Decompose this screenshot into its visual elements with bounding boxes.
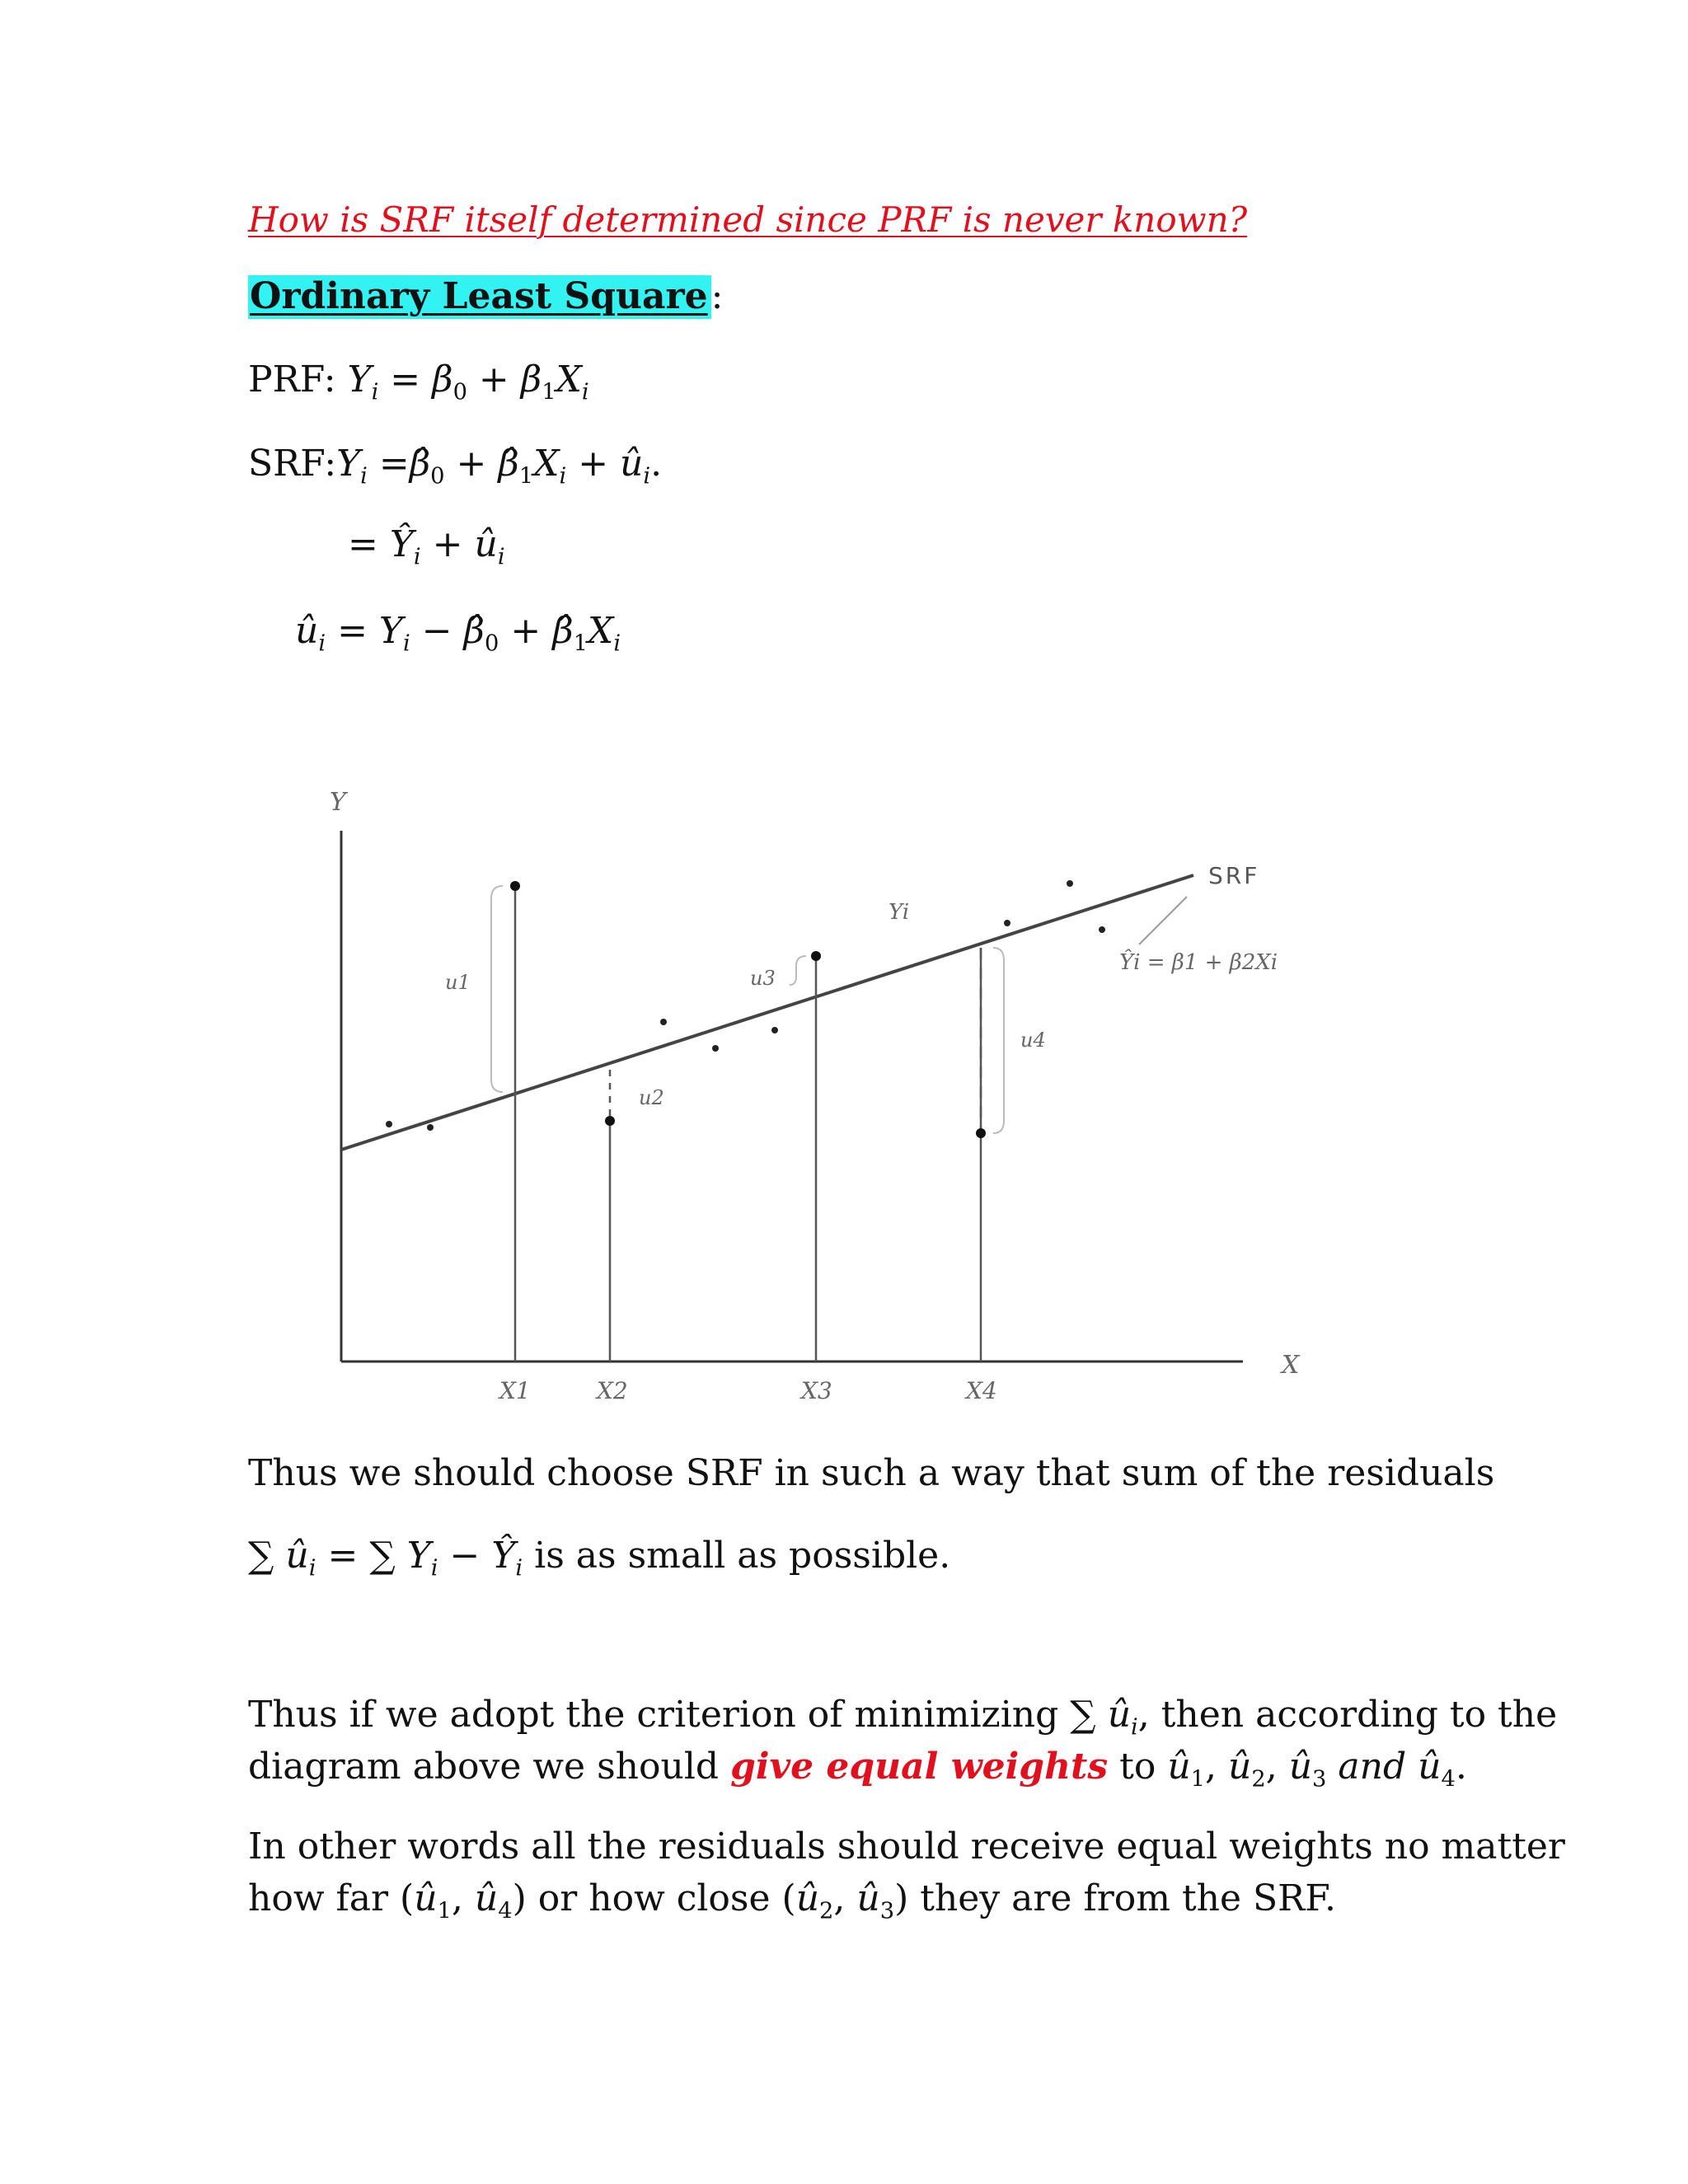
point-extra [712,1045,719,1052]
point-extra [771,1027,778,1033]
para1-line1: Thus we should choose SRF in such a way that sum of the residuals [248,1452,1495,1494]
point-extra [1099,926,1105,933]
srf-label: SRF [1208,862,1260,889]
point-y3 [811,951,821,961]
point-extra [1067,880,1073,887]
prf-equation: PRF: $Y_i = \beta_0 + \beta_1X_i$ [248,359,589,405]
yi-label: Yi [889,900,910,925]
ols-colon: : [710,275,724,317]
point-y2 [605,1116,615,1126]
line-equation: Ŷi = β1 + β2Xi [1119,950,1278,975]
brace-u1 [491,886,503,1092]
para1-line2: ∑ $û_i$ = ∑ $Y_i$ − $Ŷ_i$ is as small as possible. [248,1535,951,1582]
x-tick-x3: X3 [801,1377,832,1404]
point-extra [386,1121,392,1127]
para1-line2-suffix: is as small as possible. [534,1535,951,1577]
fitted-equation: = $Ŷ_i$ + $û_i$ [348,523,505,570]
x-tick-x2: X2 [597,1377,628,1404]
srf-prefix: SRF: [248,443,337,485]
prf-prefix: PRF: [248,359,348,401]
para3-line1: In other words all the residuals should receive equal weights no matter [248,1825,1565,1868]
point-extra [1004,920,1010,926]
residual-label-u2: u2 [639,1086,664,1109]
point-extra [660,1019,667,1025]
residual-label-u1: u1 [445,971,471,994]
point-y1 [510,881,520,891]
ols-heading-highlight: Ordinary Least Square [248,275,711,319]
point-extra [427,1124,434,1131]
para2-line1: Thus if we adopt the criterion of minimizing ∑ $û_i$, then according to the [248,1694,1558,1741]
srf-line [341,875,1193,1150]
x-tick-x4: X4 [966,1377,997,1404]
y-axis-label: Y [330,788,346,817]
residual-label-u3: u3 [750,967,776,990]
residual-label-u4: u4 [1020,1029,1046,1052]
residual-equation: $û_i = Y_i$ − $\betâ_0$ + $\betâ_1X_i$ [295,610,621,657]
brace-u3 [790,956,806,985]
point-y4 [976,1128,986,1138]
srf-equation: $SRF:Y_i$ $=\betâ_0$ + $\betâ_1X_i$ + $û_i$. [248,443,663,490]
x-tick-x1: X1 [499,1377,531,1404]
para3-line2: how far ($û_1$, $û_4$) or how close ($û_2$, $û_3$) they are from the SRF. [248,1877,1336,1924]
question-heading: How is SRF itself determined since PRF is never known? [248,199,1248,240]
x-axis-label: X [1282,1351,1300,1380]
srf-pointer [1139,897,1187,944]
brace-u4 [993,948,1004,1133]
equal-weights-emphasis: give equal weights [730,1746,1109,1788]
para2-line2: diagram above we should give equal weights to $û_1$, $û_2$, $û_3$ and $û_4$. [248,1746,1467,1793]
